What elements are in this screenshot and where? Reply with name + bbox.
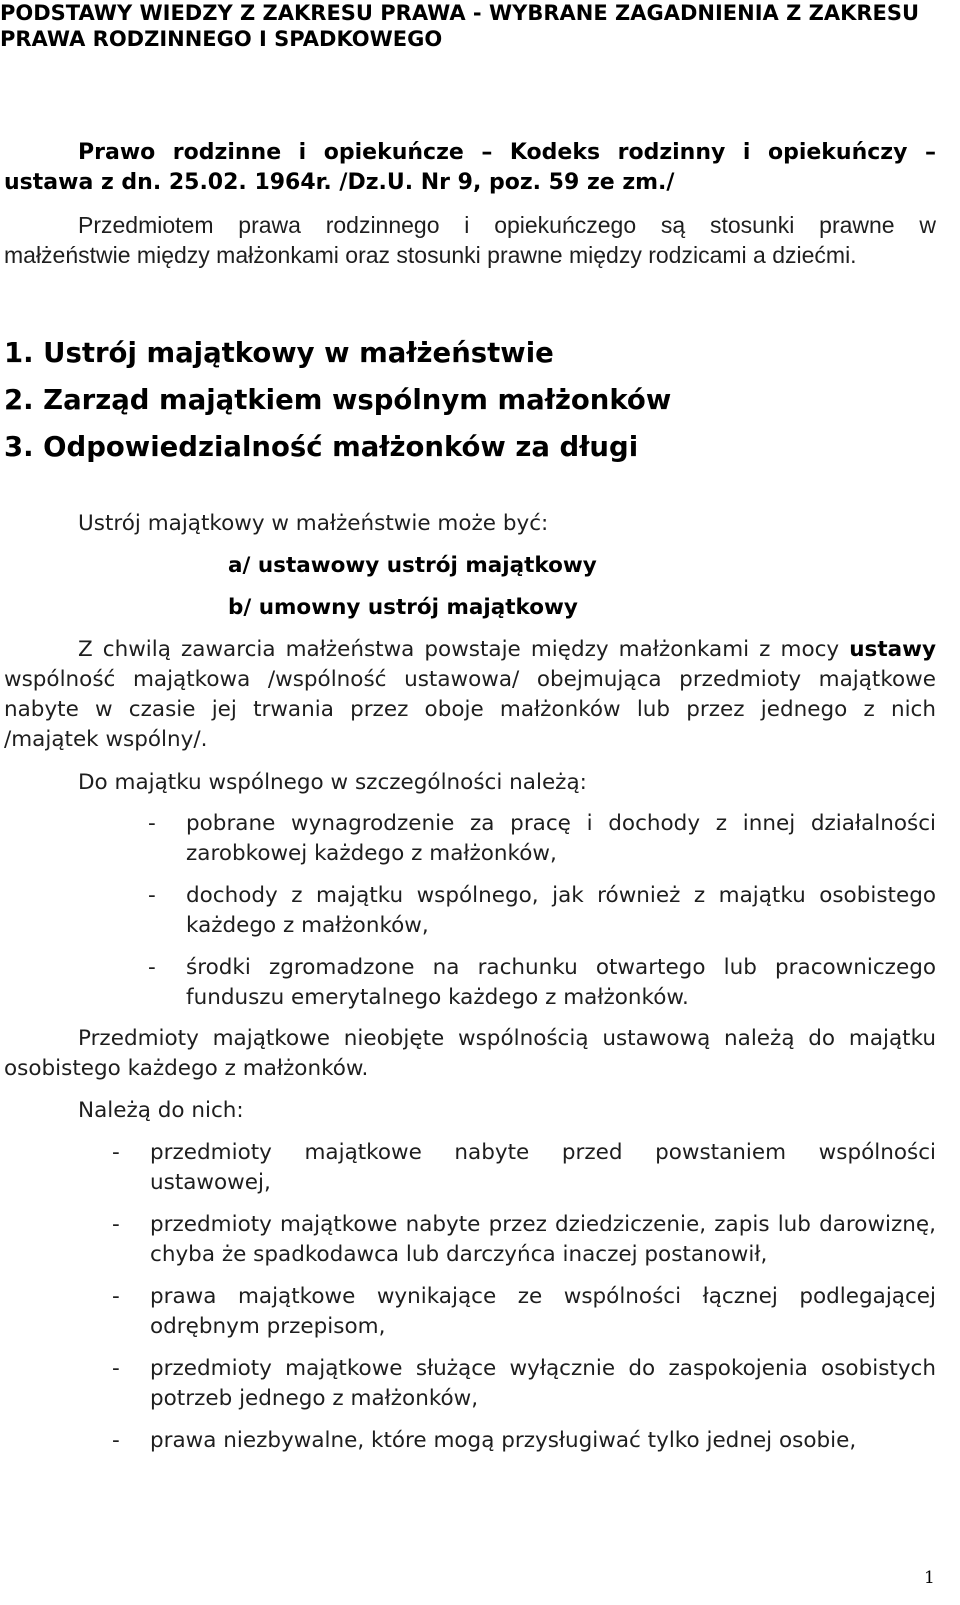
joint-item-3-dash: -: [148, 955, 156, 980]
community-line-4: /majątek wspólny/.: [4, 727, 208, 752]
community-line-1: [78, 637, 936, 662]
joint-item-2-line-2: każdego z małżonków,: [186, 913, 429, 938]
personal-item-3-line-1: prawa majątkowe wynikające ze wspólności łącznej podlegającej: [150, 1284, 936, 1309]
personal-item-1-dash: -: [112, 1140, 120, 1165]
document-header-line-1: PODSTAWY WIEDZY Z ZAKRESU PRAWA - WYBRANE ZAGADNIENIA Z ZAKRESU: [0, 1, 920, 25]
joint-item-3-line-1: środki zgromadzone na rachunku otwartego lub pracowniczego: [186, 955, 936, 980]
personal-item-3-line-2: odrębnym przepisom,: [150, 1314, 386, 1339]
topic-2: 2. Zarząd majątkiem wspólnym małżonków: [4, 384, 672, 416]
topic-1: 1. Ustrój majątkowy w małżeństwie: [4, 337, 554, 369]
joint-assets-lead: Do majątku wspólnego w szczególności należą:: [78, 770, 587, 795]
personal-assets-line-1: Przedmioty majątkowe nieobjęte wspólnością ustawową należą do majątku: [78, 1026, 936, 1051]
subject-paragraph-line-1: Przedmiotem prawa rodzinnego i opiekuńczego są stosunki prawne w: [78, 212, 936, 238]
personal-item-5-dash: -: [112, 1428, 120, 1453]
community-line-1-text: Z chwilą zawarcia małżeństwa powstaje między małżonkami z mocy: [78, 637, 850, 662]
topic-3: 3. Odpowiedzialność małżonków za długi: [4, 431, 639, 463]
joint-item-1-line-1: pobrane wynagrodzenie za pracę i dochody z innej działalności: [186, 811, 936, 836]
code-title-line-2: ustawa z dn. 25.02. 1964r. /Dz.U. Nr 9, poz. 59 ze zm./: [4, 170, 675, 195]
subject-paragraph-line-2: małżeństwie między małżonkami oraz stosunki prawne między rodzicami a dziećmi.: [4, 242, 857, 268]
joint-item-3-line-2: funduszu emerytalnego każdego z małżonków.: [186, 985, 689, 1010]
regime-lead: Ustrój majątkowy w małżeństwie może być:: [78, 511, 549, 536]
personal-item-4-line-1: przedmioty majątkowe służące wyłącznie do zaspokojenia osobistych: [150, 1356, 936, 1381]
regime-option-a: a/ ustawowy ustrój majątkowy: [228, 553, 597, 578]
personal-item-2-dash: -: [112, 1212, 120, 1237]
personal-item-3-dash: -: [112, 1284, 120, 1309]
joint-item-1-dash: -: [148, 811, 156, 836]
personal-item-1-line-2: ustawowej,: [150, 1170, 271, 1195]
personal-item-4-line-2: potrzeb jednego z małżonków,: [150, 1386, 479, 1411]
document-header-line-2: PRAWA RODZINNEGO I SPADKOWEGO: [0, 27, 443, 51]
personal-item-2-line-2: chyba że spadkodawca lub darczyńca inaczej postanowił,: [150, 1242, 768, 1267]
personal-item-5-line-1: prawa niezbywalne, które mogą przysługiwać tylko jednej osobie,: [150, 1428, 857, 1453]
personal-item-1-line-1: przedmioty majątkowe nabyte przed powstaniem wspólności: [150, 1140, 936, 1165]
joint-item-2-line-1: dochody z majątku wspólnego, jak również z majątku osobistego: [186, 883, 936, 908]
personal-assets-lead: Należą do nich:: [78, 1098, 244, 1123]
community-line-1-bold: ustawy: [849, 637, 936, 662]
personal-item-4-dash: -: [112, 1356, 120, 1381]
page-number: 1: [924, 1568, 935, 1588]
personal-assets-line-2: osobistego każdego z małżonków.: [4, 1056, 369, 1081]
community-line-3: nabyte w czasie jej trwania przez oboje małżonków lub przez jednego z nich: [4, 697, 936, 722]
joint-item-2-dash: -: [148, 883, 156, 908]
community-line-2: wspólność majątkowa /wspólność ustawowa/ obejmująca przedmioty majątkowe: [4, 667, 936, 692]
code-title-line-1: Prawo rodzinne i opiekuńcze – Kodeks rodzinny i opiekuńczy –: [78, 140, 936, 165]
joint-item-1-line-2: zarobkowej każdego z małżonków,: [186, 841, 557, 866]
regime-option-b: b/ umowny ustrój majątkowy: [228, 595, 578, 620]
personal-item-2-line-1: przedmioty majątkowe nabyte przez dziedziczenie, zapis lub darowiznę,: [150, 1212, 936, 1237]
